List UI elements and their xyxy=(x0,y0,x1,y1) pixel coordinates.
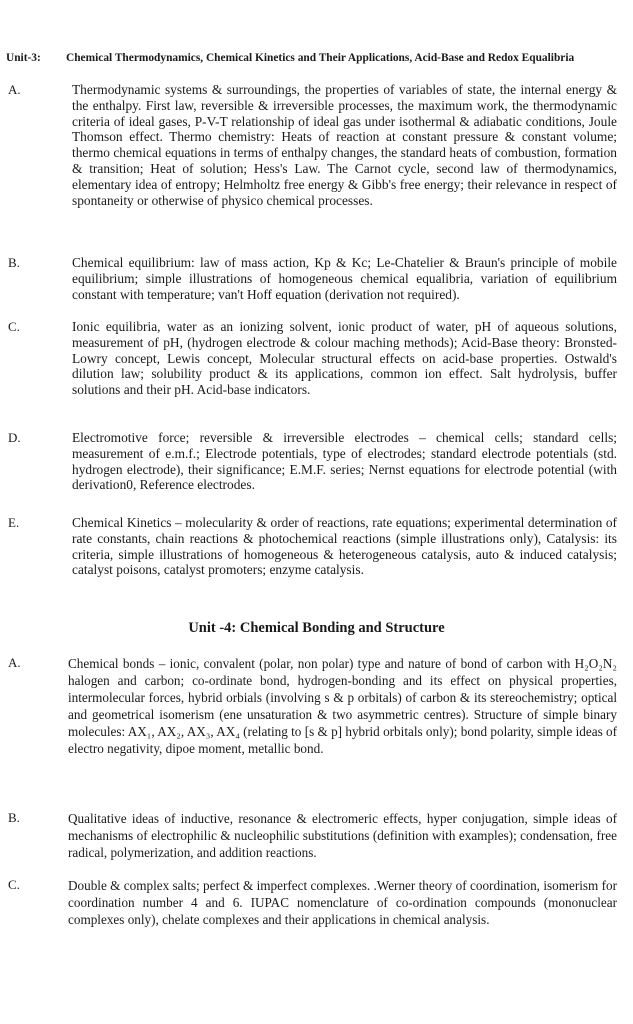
unit3-label: Unit-3: xyxy=(6,52,41,64)
unit3-title: Chemical Thermodynamics, Chemical Kinetics and Their Applications, Acid-Base and Redox Equalibria xyxy=(66,52,575,64)
section-text: Chemical Kinetics – molecularity & order of reactions, rate equations; experimental determination of rate constants, chain reactions & photochemical reactions (simple illustrations only), Catalysis: its criteria, simple illustrations of homogeneous & heterogeneous catalysis, auto & induced catalysis; catalyst poisons, catalyst promoters; enzyme catalysis. xyxy=(72,515,617,578)
section-letter: D. xyxy=(8,430,21,445)
section-text: Electromotive force; reversible & irreversible electrodes – chemical cells; standard cells; measurement of e.m.f.; Electrode potentials, type of electrodes; standard electrode potentials (std. hydrogen electrode), their significance; E.M.F. series; Nernst equations for electrode potential (with derivation0, Reference electrodes. xyxy=(72,430,617,493)
unit3-heading xyxy=(6,52,621,65)
section-letter: B. xyxy=(8,255,20,270)
section-letter: C. xyxy=(8,319,20,334)
section-text: Thermodynamic systems & surroundings, the properties of variables of state, the internal energy & the enthalpy. First law, reversible & irreversible processes, the maximum work, the thermodynamic criteria of ideal gases, P-V-T relationship of ideal gas under isothermal & adiabatic conditions, Joule Thomson effect. Thermo chemistry: Heats of reaction at constant pressure & constant volume; thermo chemical equations in terms of enthalpy changes, the standard heats of combustion, formation & transition; Heat of solution; Hess's Law. The Carnot cycle, second law of thermodynamics, elementary idea of entropy; Helmholtz free energy & Gibb's free energy; their relevance in respect of spontaneity or otherwise of physico chemical processes. xyxy=(72,82,617,208)
section-letter: B. xyxy=(8,810,20,825)
section-text: Double & complex salts; perfect & imperfect complexes. .Werner theory of coordination, isomerism for coordination number 4 and 6. IUPAC nomenclature of co-ordination compounds (mononuclear complexes only), chelate complexes and their applications in chemical analysis. xyxy=(68,878,617,928)
section-letter: A. xyxy=(8,655,21,670)
section-letter: C. xyxy=(8,877,20,892)
section-text: Ionic equilibria, water as an ionizing solvent, ionic product of water, pH of aqueous solutions, measurement of pH, (hydrogen electrode & colour maching methods); Acid-Base theory: Bronsted- Lowry concept, Lewis concept, Molecular structural effects on acid-base properties. Ostwald's dilution law; solubility product & its applications, common ion effect. Salt hydrolysis, buffer solutions and their pH. Acid-base indicators. xyxy=(72,319,617,398)
unit4-heading: Unit -4: Chemical Bonding and Structure xyxy=(188,620,445,636)
section-text: Chemical bonds – ionic, convalent (polar, non polar) type and nature of bond of carbon with H₂O₂N₂ halogen and carbon; co-ordinate bond, hydrogen-bonding and its effect on physical properties, intermolecular forces, hybrid orbials (involving s & p orbitals) of carbon & its stereochemistry; optical and geometrical isomerism (ene unsaturation & two asymmetric centres). Structure of simple binary molecules: AX₁, AX₂, AX₃, AX₄ (relating to [s & p] hybrid orbitals only); bond polarity, simple ideas of electro negativity, dipoe moment, metallic bond. xyxy=(68,656,617,757)
section-text: Qualitative ideas of inductive, resonance & electromeric effects, hyper conjugation, simple ideas of mechanisms of electrophilic & nucleophilic substitutions (definition with examples); condensation, free radical, polymerization, and addition reactions. xyxy=(68,811,617,861)
section-text: Chemical equilibrium: law of mass action, Kp & Kc; Le-Chatelier & Braun's principle of mobile equilibrium; simple illustrations of homogeneous chemical equalibria, variation of equilibrium constant with temperature; van't Hoff equation (derivation not required). xyxy=(72,255,617,302)
section-letter: A. xyxy=(8,82,21,97)
section-letter: E. xyxy=(8,515,20,530)
